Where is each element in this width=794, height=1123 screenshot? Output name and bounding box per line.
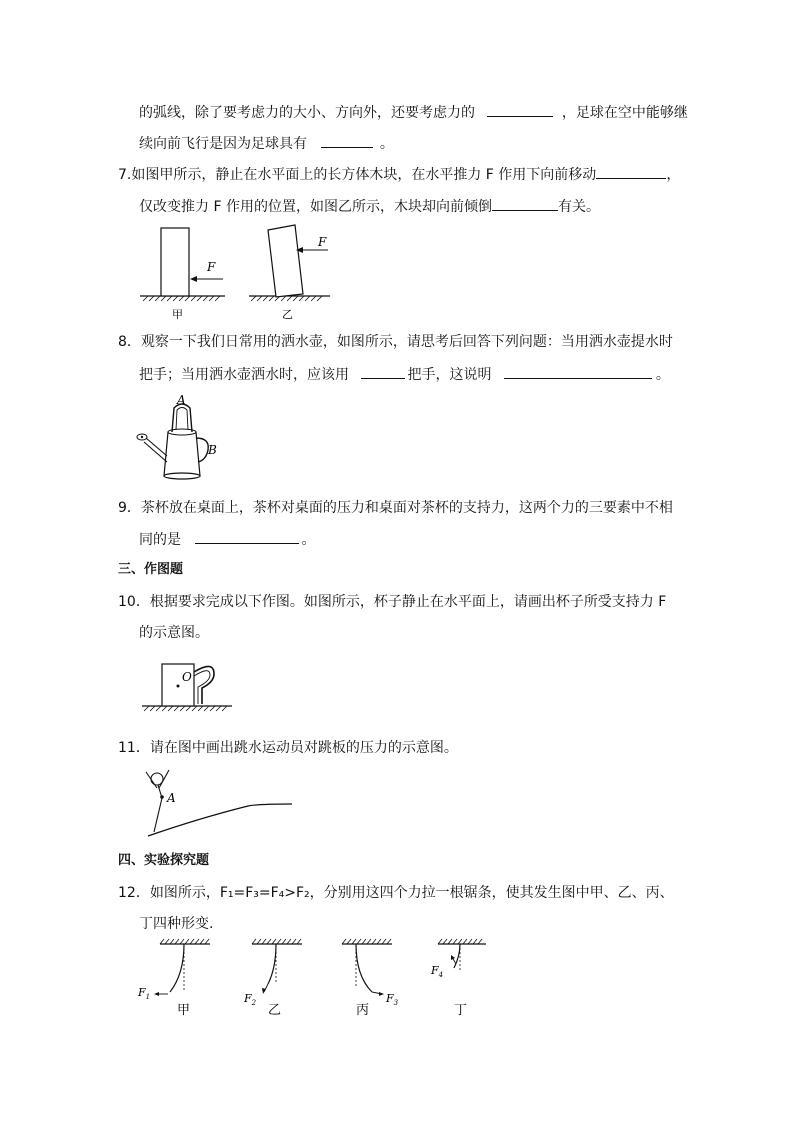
q10-text-1: 10．根据要求完成以下作图。如图所示，杯子静止在水平面上，请画出杯子所受支持力 F [118, 594, 667, 610]
label-a: A [177, 393, 186, 407]
force-label-right: F [318, 235, 327, 249]
label-f3-sub: 3 [393, 999, 399, 1007]
blade-yi [268, 944, 276, 984]
q7-line-1 [118, 164, 680, 185]
ceiling-ding-hatch [438, 939, 482, 944]
q11-text-1: 11．请在图中画出跳水运动员对跳板的压力的示意图。 [118, 740, 458, 756]
q6-text-1b: ，足球在空中能够继 [561, 105, 688, 121]
q8-blank-2[interactable] [504, 364, 652, 379]
q6-blank-1[interactable] [487, 102, 553, 117]
q8-blank-1[interactable] [361, 364, 405, 379]
q11-line-1 [118, 738, 458, 758]
label-f1-sub: 1 [145, 993, 151, 1001]
ceiling-yi-hatch [252, 939, 301, 944]
arrowhead-yi [262, 988, 266, 994]
handle-a-inner [176, 408, 188, 431]
blade-jia [170, 944, 184, 992]
block-upright [161, 228, 189, 296]
label-f1-f: F [138, 986, 146, 999]
can-base [164, 473, 200, 479]
watering-can-figure [134, 392, 234, 484]
q9-line-1 [118, 498, 673, 518]
q10-line-1 [118, 592, 666, 612]
q7-text-2b: 有关。 [557, 199, 600, 215]
q12-text-2: 丁四种形变. [139, 916, 214, 932]
diver-leg [154, 798, 162, 832]
q12-text-1: 12．如图所示，F₁=F₃=F₄>F₂，分别用这四个力拉一根锯条，使其发生图中甲、乙、丙、 [118, 885, 674, 901]
panel-jia [137, 939, 210, 1018]
q8-line-2 [139, 364, 670, 385]
q7-text-1a: 7.如图甲所示，静止在水平面上的长方体木块，在水平推力 F 作用下向前移动 [118, 167, 597, 183]
can-body [164, 432, 200, 476]
q7-blank-2[interactable] [492, 196, 558, 211]
q8-text-2c: 。 [655, 367, 670, 383]
ceiling-bing-hatch [342, 939, 391, 944]
ceiling-jia-hatch [160, 939, 209, 944]
q6-text-2b: 。 [379, 136, 394, 152]
cup-figure [140, 656, 240, 718]
caption-jia: 甲 [172, 308, 183, 321]
label-f2 [243, 992, 257, 1007]
q9-text-2b: 。 [301, 532, 316, 548]
panel-ding [430, 939, 486, 1018]
diver-point-a [160, 795, 164, 799]
q6-line-1 [139, 102, 688, 123]
arrowhead-left [190, 276, 197, 282]
q6-text-1a: 的弧线，除了要考虑力的大小、方向外，还要考虑力的 [139, 105, 475, 121]
cup-ground-hatch [144, 706, 227, 711]
label-f2-f: F [244, 992, 252, 1005]
q9-line-2 [139, 529, 315, 550]
label-f1 [137, 986, 150, 1001]
diver-figure [140, 768, 300, 840]
q12-line-1 [118, 883, 674, 903]
caption-yi: 乙 [268, 1003, 282, 1018]
label-f2-sub: 2 [251, 999, 257, 1007]
q7-text-1b: ， [666, 167, 681, 183]
blade-bing [356, 944, 372, 992]
label-f4-sub: 4 [438, 971, 444, 979]
saw-blade-figure [134, 938, 494, 1022]
caption-yi: 乙 [282, 308, 293, 321]
q6-line-2 [139, 133, 394, 154]
label-f4 [430, 964, 443, 979]
arrowhead-bing [379, 992, 384, 996]
q8-text-2a: 把手；当用洒水壶洒水时，应该用 [139, 367, 349, 383]
panel-yi [243, 939, 302, 1018]
cup-center-point [177, 685, 180, 688]
q8-line-1 [118, 332, 673, 352]
label-f4-f: F [431, 964, 439, 977]
q6-text-2a: 续向前飞行是因为足球具有 [139, 136, 307, 152]
q6-blank-2[interactable] [321, 133, 373, 148]
panel-bing [342, 939, 399, 1018]
q7-line-2 [139, 196, 600, 217]
q7-blank-1[interactable] [596, 164, 666, 179]
q8-text-2b: 把手，这说明 [407, 367, 492, 383]
spout-rose-center [141, 436, 143, 438]
caption-jia: 甲 [177, 1003, 191, 1018]
q9-text-1: 9．茶杯放在桌面上，茶杯对桌面的压力和桌面对茶杯的支持力，这两个力的三要素中不相 [118, 500, 673, 516]
force-label-left: F [207, 260, 216, 274]
q12-line-2 [139, 914, 213, 934]
q9-blank-1[interactable] [195, 529, 299, 544]
section-4-title: 四、实验探究题 [118, 853, 210, 868]
spout [144, 438, 167, 462]
caption-ding: 丁 [454, 1003, 468, 1018]
q10-text-2: 的示意图。 [139, 625, 209, 641]
blade-ding [454, 944, 460, 968]
label-b: B [208, 443, 217, 457]
cup-handle [194, 666, 214, 704]
q7-figure [135, 222, 335, 322]
handle-a [172, 404, 192, 432]
ground-right-hatch [251, 296, 322, 301]
section-3-title: 三、作图题 [118, 562, 184, 577]
q10-line-2 [139, 623, 209, 643]
block-tilted [268, 225, 303, 297]
label-f3-f: F [386, 992, 394, 1005]
ground-left-hatch [143, 296, 220, 301]
label-f3 [385, 992, 399, 1007]
diving-board [148, 804, 292, 836]
label-o: O [182, 670, 192, 684]
q7-text-2a: 仅改变推力 F 作用的位置，如图乙所示，木块却向前倾倒 [139, 199, 492, 215]
caption-bing: 丙 [356, 1003, 370, 1018]
label-a: A [167, 791, 176, 805]
q9-text-2a: 同的是 [139, 532, 181, 548]
arrowhead-jia [154, 992, 159, 996]
q8-text-1: 8．观察一下我们日常用的洒水壶，如图所示，请思考后回答下列问题：当用洒水壶提水时 [118, 334, 673, 350]
